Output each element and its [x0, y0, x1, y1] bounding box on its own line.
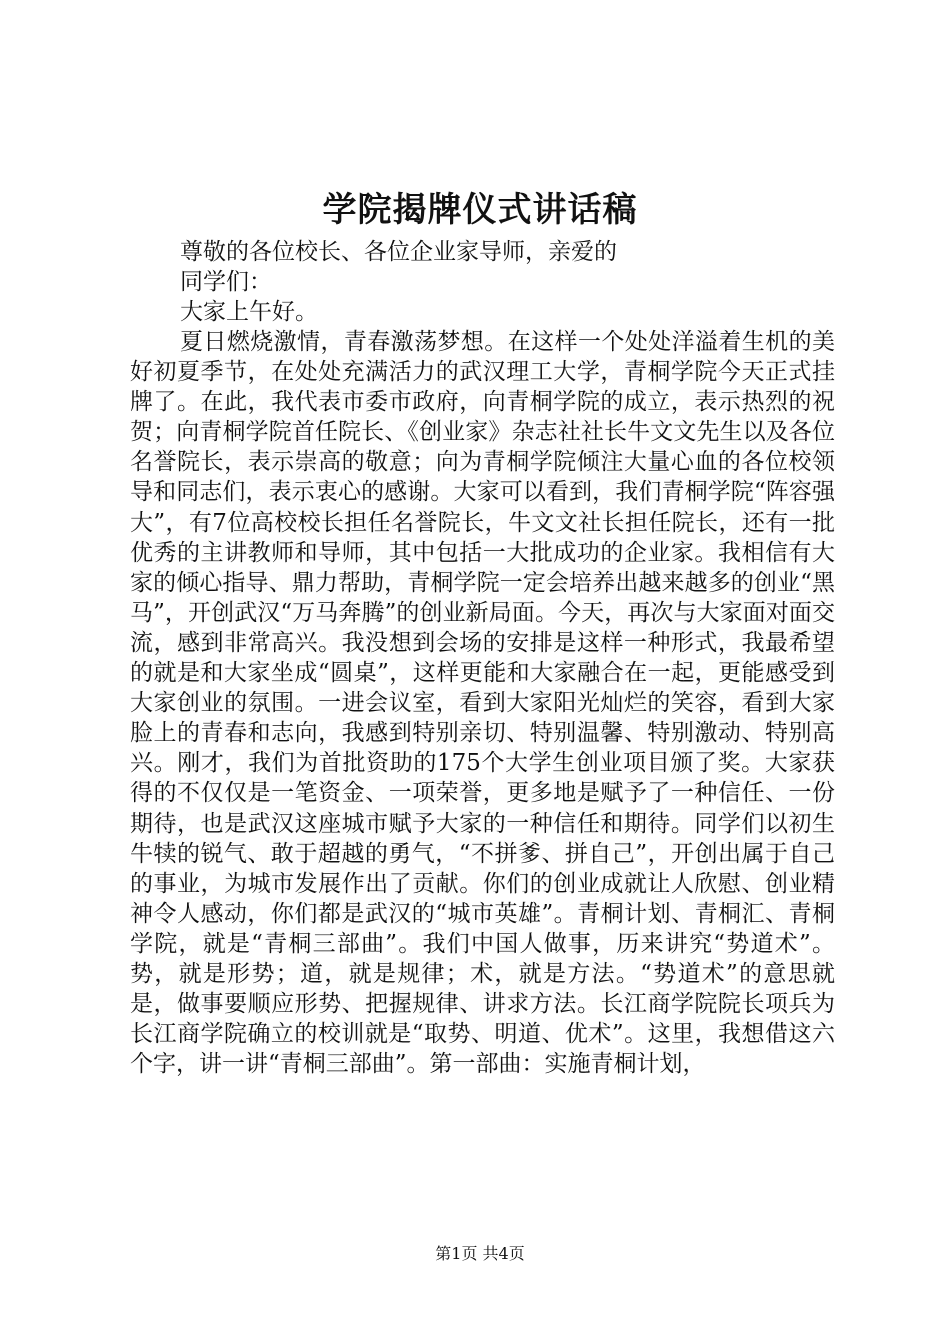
- document-title: 学院揭牌仪式讲话稿: [322, 190, 638, 230]
- salutation-line-1: 尊敬的各位校长、各位企业家导师，亲爱的: [180, 239, 617, 265]
- body-paragraph: 夏日燃烧激情，青春激荡梦想。在这样一个处处洋溢着生机的美好初夏季节，在处处充满活力的武汉理工大学，青桐学院今天正式挂牌了。在此，我代表市委市政府，向青桐学院的成立，表示热烈的祝贺；向青桐学院首任院长、《创业家》杂志社社长牛文文先生以及各位名誉院长，表示崇高的敬意；向为青桐学院倾注大量心血的各位校领导和同志们，表示衷心的感谢。大家可以看到，我们青桐学院“阵容强大”，有7位高校校长担任名誉院长，牛文文社长担任院长，还有一批优秀的主讲教师和导师，其中包括一大批成功的企业家。我相信有大家的倾心指导、鼎力帮助，青桐学院一定会培养出越来越多的创业“黑马”，开创武汉“万马奔腾”的创业新局面。今天，再次与大家面对面交流，感到非常高兴。我没想到会场的安排是这样一种形式，我最希望的就是和大家坐成“圆桌”，这样更能和大家融合在一起，更能感受到大家创业的氛围。一进会议室，看到大家阳光灿烂的笑容，看到大家脸上的青春和志向，我感到特别亲切、特别温馨、特别激动、特别高兴。刚才，我们为首批资助的175个大学生创业项目颁了奖。大家获得的不仅仅是一笔资金、一项荣誉，更多地是赋予了一种信任、一份期待，也是武汉这座城市赋予大家的一种信任和期待。同学们以初生牛犊的锐气、敢于超越的勇气，“不拼爹、拼自己”，开创出属于自己的事业，为城市发展作出了贡献。你们的创业成就让人欣慰、创业精神令人感动，你们都是武汉的“城市英雄”。青桐计划、青桐汇、青桐学院，就是“青桐三部曲”。我们中国人做事，历来讲究“势道术”。势，就是形势；道，就是规律；术，就是方法。“势道术”的意思就是，做事要顺应形势、把握规律、讲求方法。长江商学院院长项兵为长江商学院确立的校训就是“取势、明道、优术”。这里，我想借这六个字，讲一讲“青桐三部曲”。第一部曲：实施青桐计划，: [130, 329, 835, 1078]
- salutation-line-2: 同学们：: [180, 269, 272, 295]
- page-number: 第1页 共4页: [435, 1244, 525, 1263]
- greeting-line: 大家上午好。: [180, 299, 318, 325]
